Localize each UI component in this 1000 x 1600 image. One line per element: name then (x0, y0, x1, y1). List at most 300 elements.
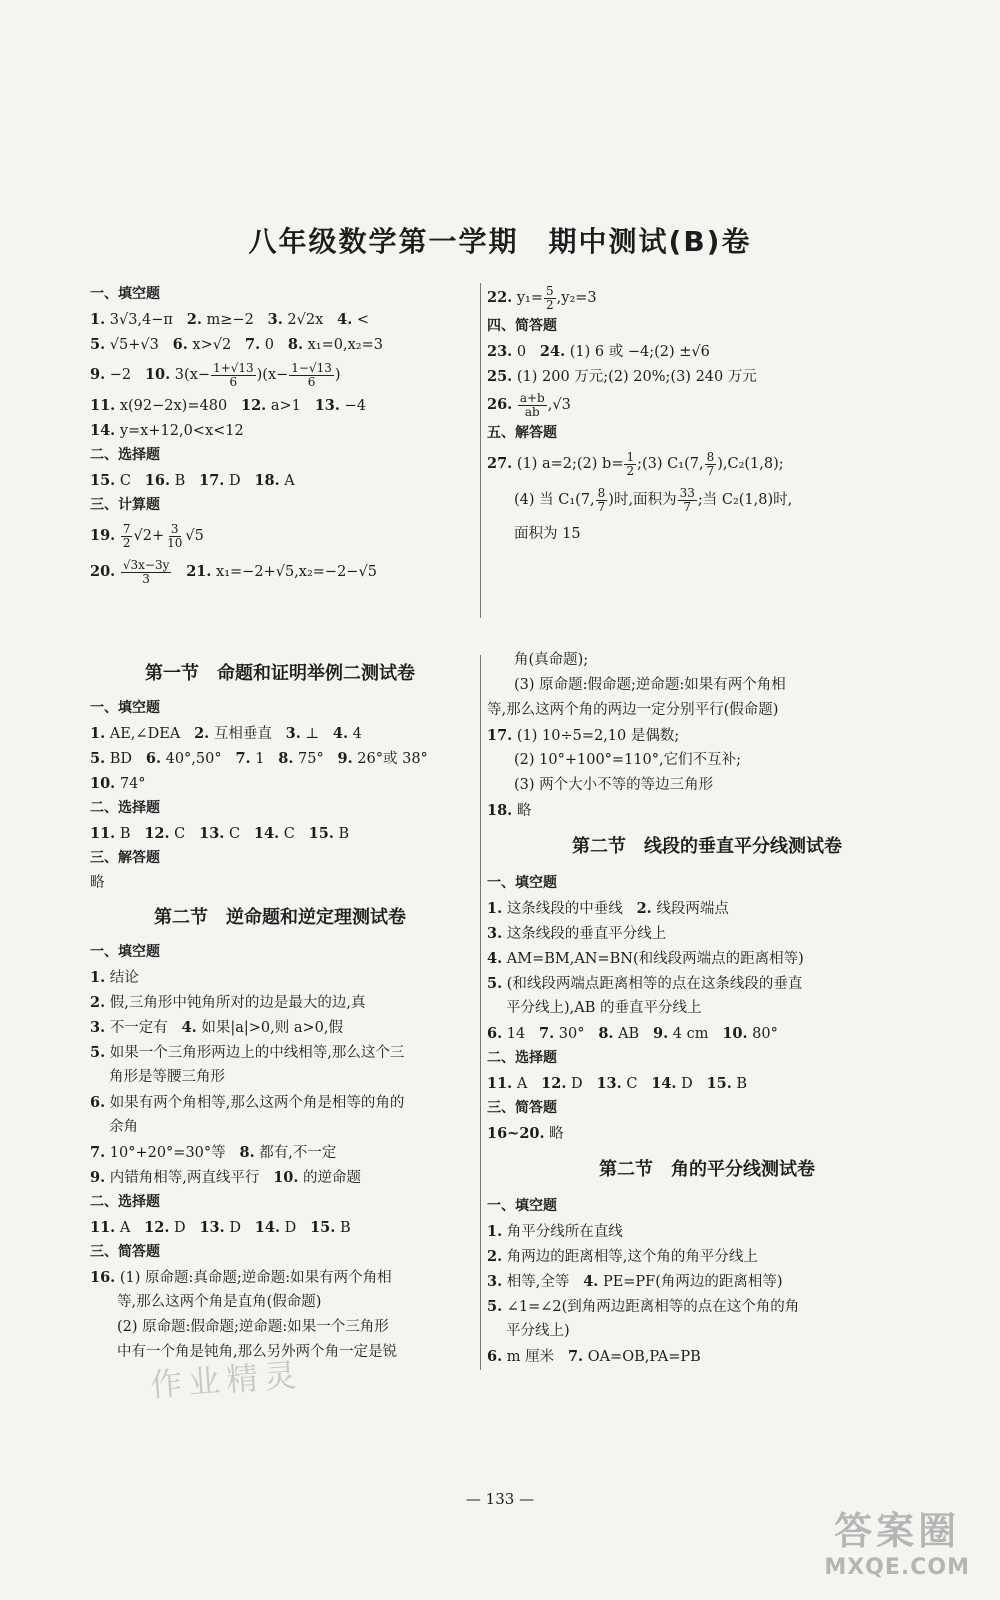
item-number: 7. (235, 750, 251, 767)
section-title: 第一节 命题和证明举例二测试卷 (145, 663, 415, 684)
lower-right-column (487, 648, 927, 1369)
item-number: 12. (541, 1075, 567, 1092)
item-number: 8. (287, 336, 303, 353)
answer-line (90, 1215, 470, 1240)
item-number: 16. (144, 472, 171, 489)
answer-text: x₁=−2+√5,x₂=−2−√5 (216, 564, 377, 580)
item-number: 25. (487, 368, 513, 385)
item-number: 8. (278, 750, 294, 767)
numerator: 5 (546, 283, 554, 298)
answer-text: A (119, 1220, 131, 1236)
item-number: 2. (186, 311, 202, 328)
section-heading: 三、计算题 (90, 497, 160, 513)
fraction (544, 285, 556, 312)
denominator: 10 (167, 535, 183, 550)
answer-text: (3) 原命题:假命题;逆命题:如果有两个角相 (514, 677, 786, 693)
answer-line (487, 518, 927, 550)
answer-line (90, 1265, 470, 1290)
answer-line (487, 673, 927, 698)
answer-text: 中有一个角是钝角,那么另外两个角一定是锐 (117, 1344, 398, 1360)
numerator: 7 (122, 521, 131, 536)
numerator: 1−√13 (291, 360, 332, 375)
item-number: 14. (254, 1219, 281, 1236)
item-number: 15. (310, 1219, 336, 1236)
item-number: 8. (239, 1144, 255, 1161)
item-number: 15. (706, 1075, 732, 1092)
section-heading: 一、填空题 (487, 875, 557, 891)
item-number: 26. (487, 396, 513, 413)
section-heading: 一、填空题 (90, 286, 160, 302)
column-divider-lower (480, 655, 481, 1370)
answer-text: 余角 (109, 1119, 138, 1135)
fraction (165, 523, 184, 550)
answer-line (487, 339, 927, 364)
item-number: 10. (722, 1025, 748, 1042)
section-heading: 三、简答题 (90, 1244, 160, 1260)
item-number: 13. (314, 397, 340, 414)
item-number: 14. (253, 825, 280, 842)
item-number: 19. (90, 527, 116, 544)
item-number: 4. (487, 950, 503, 967)
answer-text: 30° (558, 1026, 585, 1042)
answer-text: 略 (549, 1126, 564, 1142)
answer-line (487, 1244, 927, 1269)
answer-text: 如果有两个角相等,那么这两个角是相等的角的 (109, 1095, 405, 1111)
item-number: 1. (487, 900, 503, 917)
item-number: 11. (90, 397, 116, 414)
item-number: 5. (90, 336, 106, 353)
answer-text: 假,三角形中钝角所对的边是最大的边,真 (109, 995, 366, 1011)
answer-text: (1) 200 万元;(2) 20%;(3) 240 万元 (516, 369, 757, 385)
answer-text: 26°或 38° (357, 751, 428, 767)
answer-text: ;(3) C₁(7, (637, 456, 704, 472)
answer-text: 2√2x (287, 312, 324, 328)
fraction (596, 487, 608, 514)
answer-line (90, 821, 470, 846)
answer-text: ,√3 (547, 397, 571, 413)
answer-text: AM=BM,AN=BN(和线段两端点的距离相等) (506, 951, 804, 967)
answer-text: 面积为 15 (514, 526, 581, 542)
answer-text: D (681, 1076, 693, 1092)
item-number: 5. (90, 1044, 106, 1061)
numerator: 8 (706, 449, 715, 464)
section-heading: 一、填空题 (90, 700, 160, 716)
answer-line (487, 896, 927, 921)
answer-text: 这条线段的中垂线 (506, 901, 623, 917)
answer-text: C (283, 826, 295, 842)
answer-text: 结论 (109, 970, 139, 986)
answer-text: (x− (184, 367, 211, 383)
answer-line (487, 648, 927, 673)
answer-text: 0 (516, 344, 527, 360)
answer-line (90, 332, 470, 357)
lower-left-column (90, 652, 470, 1365)
answer-text: 等,那么这两个角是直角(假命题) (117, 1294, 322, 1310)
item-number: 9. (90, 1169, 106, 1186)
answer-line (487, 723, 927, 748)
answer-text: y=x+12,0<x<12 (119, 423, 244, 439)
answer-line (90, 468, 470, 493)
answer-line (487, 482, 927, 518)
section-heading: 二、选择题 (90, 1194, 160, 1210)
answer-text: x₁=0,x₂=3 (307, 337, 383, 353)
answer-text: 10°+20°=30°等 (109, 1145, 226, 1161)
answer-line (487, 1219, 927, 1244)
answer-text: 角平分线所在直线 (506, 1224, 623, 1240)
section-heading: 二、选择题 (487, 1050, 557, 1066)
answer-text: −2 (109, 367, 132, 383)
item-number: 7. (539, 1025, 555, 1042)
item-number: 3. (487, 1273, 503, 1290)
item-number: 7. (567, 1348, 584, 1365)
answer-line (90, 1140, 470, 1165)
item-number: 6. (172, 336, 188, 353)
fraction (518, 392, 547, 419)
answer-text: m 厘米 (506, 1349, 555, 1365)
item-number: 11. (487, 1075, 513, 1092)
answer-line (487, 798, 927, 823)
numerator: 1 (626, 449, 635, 464)
answer-text: AE,∠DEA (109, 726, 181, 742)
site-watermark (824, 1500, 970, 1580)
item-number: 15. (90, 472, 116, 489)
answer-line (487, 389, 927, 421)
item-number: 7. (245, 336, 261, 353)
denominator: 7 (683, 499, 692, 514)
answer-line (90, 1290, 470, 1315)
section-heading: 五、解答题 (487, 425, 557, 441)
answer-line (487, 1021, 927, 1046)
fraction (211, 362, 256, 389)
item-number: 13. (199, 1219, 225, 1236)
answer-text: 的逆命题 (303, 1170, 362, 1186)
item-number: 21. (186, 563, 212, 580)
answer-line (90, 518, 470, 554)
answer-line (90, 871, 470, 896)
item-number: 1. (90, 311, 106, 328)
answer-line (90, 1040, 470, 1065)
fraction (678, 487, 697, 514)
item-number: 3. (267, 311, 283, 328)
answer-text: C (174, 826, 186, 842)
item-number: 10. (273, 1169, 299, 1186)
denominator: 6 (307, 374, 316, 389)
answer-line (487, 698, 927, 723)
denominator: 2 (122, 535, 131, 550)
answer-text: 74° (119, 776, 146, 792)
item-number: 23. (487, 343, 513, 360)
answer-text: ,y₂=3 (556, 290, 597, 306)
answer-line (487, 446, 927, 482)
denominator: ab (524, 404, 540, 419)
watermark-logo: 答案圈 (834, 1509, 961, 1553)
fraction (121, 559, 172, 586)
denominator: 2 (626, 463, 635, 478)
answer-text: (3) 两个大小不等的等边三角形 (514, 777, 714, 793)
answer-text: 角两边的距离相等,这个角的角平分线上 (506, 1249, 758, 1265)
item-number: 4. (583, 1273, 599, 1290)
answer-text: B (119, 826, 131, 842)
item-number: 5. (487, 975, 503, 992)
answer-text: D (229, 1220, 241, 1236)
answer-text: )(x− (256, 367, 289, 383)
answer-text: ),C₂(1,8); (717, 456, 784, 472)
item-number: 7. (90, 1144, 106, 1161)
item-number: 11. (90, 1219, 116, 1236)
answer-text: 不一定有 (109, 1020, 168, 1036)
item-number: 10. (144, 366, 171, 383)
item-number: 12. (144, 1219, 170, 1236)
answer-text: < (356, 312, 370, 328)
item-number: 11. (90, 825, 116, 842)
answer-line (487, 946, 927, 971)
answer-text: (1) 原命题:真命题;逆命题:如果有两个角相 (119, 1270, 392, 1286)
section-heading: 四、简答题 (487, 318, 557, 334)
answer-text: BD (109, 751, 133, 767)
answer-text: 40°,50° (165, 751, 222, 767)
answer-text: (4) 当 C₁(7, (514, 492, 595, 508)
denominator: 7 (706, 463, 715, 478)
answer-text: B (339, 1220, 351, 1236)
answer-text: 线段两端点 (656, 901, 729, 917)
answer-text: PE=PF(角两边的距离相等) (602, 1274, 783, 1290)
item-number: 12. (241, 397, 267, 414)
answer-line (90, 1165, 470, 1190)
answer-line (90, 771, 470, 796)
item-number: 2. (90, 994, 106, 1011)
section-title: 第二节 角的平分线测试卷 (599, 1159, 815, 1180)
answer-text: x(92−2x)=480 (119, 398, 228, 414)
section-heading: 三、解答题 (90, 850, 160, 866)
answer-text: D (284, 1220, 297, 1236)
answer-text: D (174, 1220, 186, 1236)
answer-text: C (228, 826, 241, 842)
answer-text: 1 (255, 751, 265, 767)
fraction (705, 451, 717, 478)
answer-line (487, 1294, 927, 1319)
item-number: 13. (596, 1075, 622, 1092)
answer-text: A (284, 473, 295, 489)
answer-text: 3 (174, 367, 185, 383)
answer-text: 75° (298, 751, 324, 767)
item-number: 16~20. (487, 1125, 545, 1142)
answer-line (90, 1315, 470, 1340)
item-number: 2. (487, 1248, 503, 1265)
answer-text: 都有,不一定 (259, 1145, 337, 1161)
section-title: 第二节 线段的垂直平分线测试卷 (572, 836, 842, 857)
item-number: 15. (308, 825, 334, 842)
answer-text: B (338, 826, 350, 842)
answer-text: ∠1=∠2(到角两边距离相等的点在这个角的角 (506, 1299, 800, 1315)
answer-text: ⊥ (305, 726, 320, 742)
section-heading: 二、选择题 (90, 447, 160, 463)
answer-text: 角形是等腰三角形 (109, 1069, 225, 1085)
item-number: 18. (487, 802, 513, 819)
answer-text: AB (618, 1026, 640, 1042)
answer-text: C (626, 1076, 638, 1092)
item-number: 22. (487, 289, 513, 306)
item-number: 18. (254, 472, 280, 489)
section-heading: 三、简答题 (487, 1100, 557, 1116)
answer-text: OA=OB,PA=PB (587, 1349, 701, 1365)
denominator: 3 (142, 571, 150, 586)
answer-text: (2) 10°+100°=110°,它们不互补; (514, 752, 741, 768)
item-number: 6. (487, 1348, 503, 1365)
answer-text: √5+√3 (109, 337, 159, 353)
item-number: 1. (90, 725, 106, 742)
fraction (121, 523, 133, 550)
item-number: 12. (144, 825, 170, 842)
item-number: 6. (90, 1094, 106, 1111)
answer-text: −4 (344, 398, 366, 414)
page-number: — 133 — (465, 1490, 535, 1508)
answer-line (90, 1065, 470, 1090)
answer-line (487, 921, 927, 946)
answer-line (90, 965, 470, 990)
numerator: 33 (679, 485, 695, 500)
answer-text: A (516, 1076, 528, 1092)
item-number: 13. (199, 825, 225, 842)
fraction (289, 362, 334, 389)
item-number: 17. (199, 472, 225, 489)
answer-text: D (228, 473, 241, 489)
section-heading: 二、选择题 (90, 800, 160, 816)
item-number: 10. (90, 775, 116, 792)
answer-text: 14 (506, 1026, 526, 1042)
answer-line (487, 1344, 927, 1369)
numerator: 3 (170, 521, 179, 536)
stamp-watermark: 作业精灵 (148, 1355, 304, 1405)
answer-text: 略 (516, 803, 532, 819)
answer-text: 如果一个三角形两边上的中线相等,那么这个三 (109, 1045, 405, 1061)
item-number: 9. (90, 366, 106, 383)
exam-left-column (90, 282, 470, 590)
fraction (624, 451, 636, 478)
answer-text: )时,面积为 (608, 492, 677, 508)
answer-text: 80° (752, 1026, 778, 1042)
answer-line (487, 996, 927, 1021)
answer-text: 如果|a|>0,则 a>0,假 (201, 1020, 343, 1036)
item-number: 1. (90, 969, 106, 986)
item-number: 5. (90, 750, 106, 767)
answer-text: (1) 6 或 −4;(2) ±√6 (569, 344, 710, 360)
item-number: 4. (337, 311, 353, 328)
answer-line (487, 1319, 927, 1344)
answer-line (90, 1090, 470, 1115)
item-number: 2. (636, 900, 652, 917)
denominator: 6 (229, 374, 238, 389)
answer-text: 平分线上) (506, 1323, 570, 1339)
item-number: 3. (285, 725, 301, 742)
answer-line (487, 364, 927, 389)
answer-text: ;当 C₂(1,8)时, (697, 492, 793, 508)
answer-text: 0 (264, 337, 275, 353)
item-number: 24. (539, 343, 566, 360)
item-number: 20. (90, 563, 116, 580)
column-divider (480, 283, 481, 618)
answer-text: 4 cm (672, 1026, 709, 1042)
answer-line (90, 393, 470, 418)
answer-text: 相等,全等 (506, 1274, 570, 1290)
answer-line (90, 1015, 470, 1040)
item-number: 6. (145, 750, 161, 767)
page-title: 八年级数学第一学期 期中测试(B)卷 (248, 225, 752, 258)
answer-line (90, 746, 470, 771)
item-number: 3. (90, 1019, 106, 1036)
answer-text: C (119, 473, 131, 489)
answer-text: B (736, 1076, 748, 1092)
exam-right-column (487, 282, 927, 550)
denominator: 2 (546, 297, 554, 312)
answer-text: 3√3,4−π (109, 312, 173, 328)
denominator: 7 (597, 499, 606, 514)
answer-line (487, 748, 927, 773)
section-heading: 一、填空题 (90, 944, 160, 960)
answer-text: 互相垂直 (213, 726, 272, 742)
answer-line (90, 357, 470, 393)
answer-text: 4 (352, 726, 362, 742)
item-number: 3. (487, 925, 503, 942)
item-number: 9. (337, 750, 353, 767)
answer-text: 这条线段的垂直平分线上 (506, 926, 667, 942)
item-number: 4. (181, 1019, 197, 1036)
answer-text: 等,那么这两个角的两边一定分别平行(假命题) (487, 702, 779, 718)
answer-line (487, 1121, 927, 1146)
answer-text: (2) 原命题:假命题;逆命题:如果一个三角形 (117, 1319, 389, 1335)
answer-text: 略 (90, 875, 105, 891)
item-number: 17. (487, 727, 513, 744)
answer-line (487, 1071, 927, 1096)
answer-line (90, 554, 470, 590)
numerator: √3x−3y (122, 557, 170, 572)
item-number: 6. (487, 1025, 503, 1042)
answer-line (487, 971, 927, 996)
answer-text: 内错角相等,两直线平行 (109, 1170, 260, 1186)
item-number: 1. (487, 1223, 503, 1240)
answer-line (487, 1269, 927, 1294)
answer-text: (1) a=2;(2) b= (516, 456, 624, 472)
answer-text: B (174, 473, 186, 489)
answer-text: 角(真命题); (514, 652, 589, 668)
answer-text: ) (334, 367, 341, 383)
answer-text: a>1 (270, 398, 301, 414)
answer-text: √2+ (133, 528, 165, 544)
answer-text: y₁= (516, 290, 543, 306)
section-heading: 一、填空题 (487, 1198, 557, 1214)
answer-line (487, 282, 927, 314)
answer-text: √5 (185, 528, 204, 544)
answer-text: (和线段两端点距离相等的点在这条线段的垂直 (506, 976, 803, 992)
item-number: 16. (90, 1269, 116, 1286)
numerator: a+b (519, 390, 545, 405)
numerator: 8 (597, 485, 606, 500)
answer-text: x>√2 (192, 337, 232, 353)
watermark-site: MXQE.COM (824, 1555, 970, 1580)
answer-line (90, 1115, 470, 1140)
item-number: 2. (194, 725, 210, 742)
item-number: 9. (653, 1025, 669, 1042)
answer-line (487, 773, 927, 798)
section-title: 第二节 逆命题和逆定理测试卷 (154, 907, 406, 928)
item-number: 8. (598, 1025, 614, 1042)
answer-line (90, 418, 470, 443)
item-number: 5. (487, 1298, 503, 1315)
item-number: 27. (487, 455, 513, 472)
item-number: 14. (651, 1075, 677, 1092)
answer-line (90, 990, 470, 1015)
answer-text: (1) 10÷5=2,10 是偶数; (516, 728, 680, 744)
answer-text: m≥−2 (206, 312, 254, 328)
